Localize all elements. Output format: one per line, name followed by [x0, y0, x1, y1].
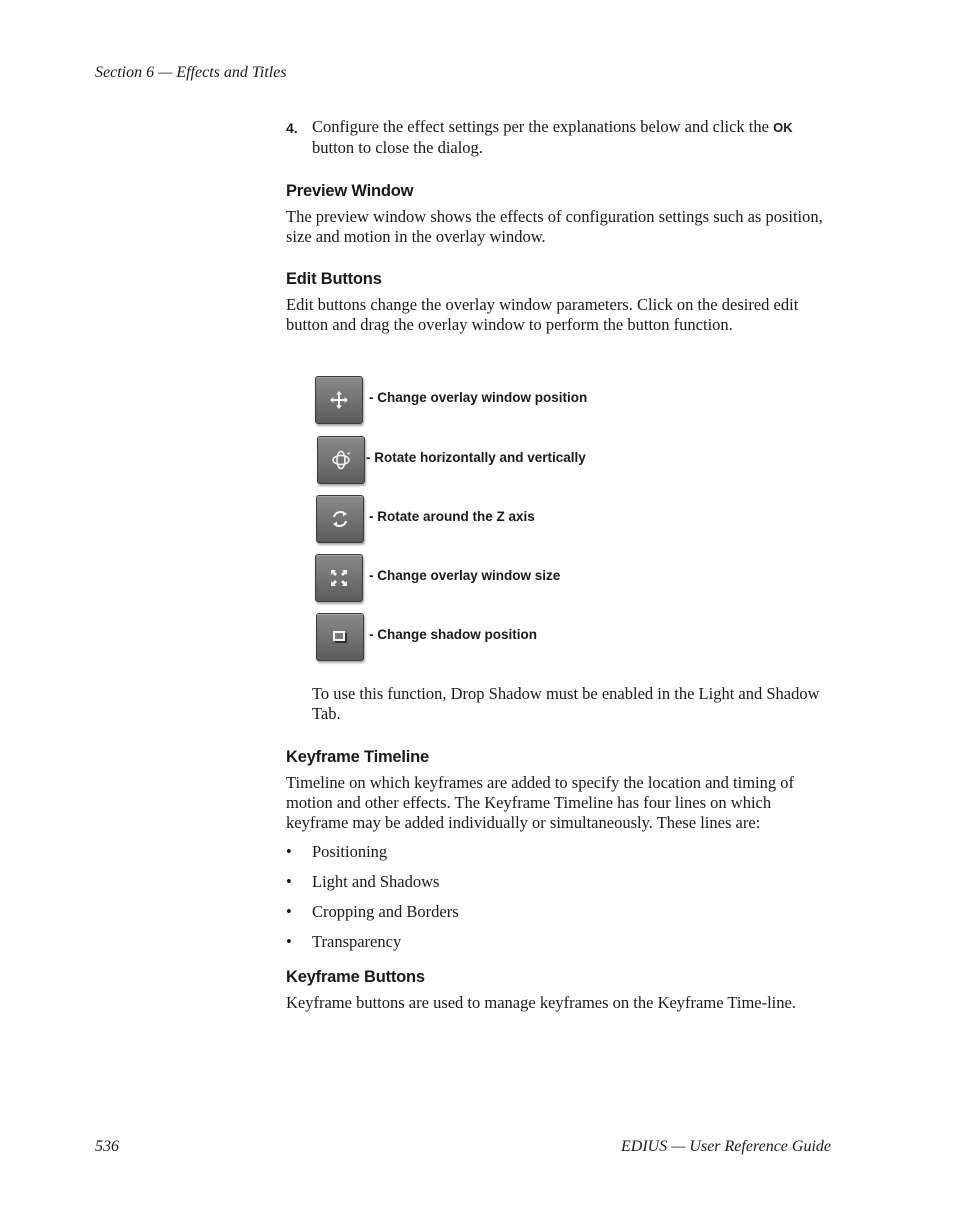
- edit-button-label: - Change overlay window size: [369, 568, 561, 583]
- bullet: •: [286, 932, 292, 951]
- edit-button-label: - Rotate around the Z axis: [369, 509, 535, 524]
- guide-title: EDIUS — User Reference Guide: [620, 1138, 831, 1155]
- list-item-text: Cropping and Borders: [312, 902, 459, 921]
- edit-button-label: - Change overlay window position: [369, 390, 588, 405]
- page-number: 536: [95, 1138, 119, 1155]
- edit-button-label: - Rotate horizontally and vertically: [366, 450, 586, 465]
- keyframe-timeline-body: Timeline on which keyframes are added to specify the location and timing of motion and other effects. The Keyframe Timeline has four lines on which keyframe may be added individually or simultaneously. These lines are:: [286, 773, 795, 832]
- step-text-after: button to close the dialog.: [312, 138, 483, 157]
- edit-button-row-resize: [315, 554, 715, 604]
- bullet: •: [286, 902, 292, 921]
- running-header: Section 6 — Effects and Titles: [95, 64, 287, 81]
- resize-icon: [328, 567, 350, 589]
- list-item: [286, 872, 831, 902]
- rotate-xy-icon: [329, 448, 353, 472]
- rotate-z-icon: [329, 508, 351, 530]
- bullet: •: [286, 872, 292, 891]
- step-text: [312, 117, 793, 158]
- keyframe-buttons-heading: Keyframe Buttons: [286, 968, 425, 986]
- list-item-text: Transparency: [312, 932, 402, 951]
- rotate-xy-button[interactable]: [317, 436, 365, 484]
- rotate-z-button[interactable]: [316, 495, 364, 543]
- bullet: •: [286, 842, 292, 861]
- preview-window-heading: Preview Window: [286, 182, 414, 200]
- keyframe-timeline-heading: Keyframe Timeline: [286, 748, 430, 766]
- preview-window-body: The preview window shows the effects of configuration settings such as position, size and motion in the overlay window.: [286, 207, 823, 246]
- move-arrows-icon: [328, 389, 350, 411]
- edit-button-row-position: [315, 376, 715, 426]
- list-item-text: Light and Shadows: [312, 872, 440, 891]
- resize-button[interactable]: [315, 554, 363, 602]
- lower-content: [286, 684, 831, 1013]
- step-text-before: Configure the effect settings per the explanations below and click the: [312, 117, 774, 136]
- step-number: 4.: [286, 120, 298, 136]
- timeline-lines-list: [286, 842, 831, 962]
- list-item-text: Positioning: [312, 842, 388, 861]
- shadow-button[interactable]: [316, 613, 364, 661]
- keyframe-buttons-body: Keyframe buttons are used to manage keyframes on the Keyframe Time-line.: [286, 993, 796, 1012]
- edit-buttons-heading: Edit Buttons: [286, 270, 382, 288]
- shadow-icon: [329, 626, 351, 648]
- step-4: [286, 117, 831, 158]
- shadow-note: To use this function, Drop Shadow must be enabled in the Light and Shadow Tab.: [312, 684, 820, 723]
- edit-button-row-shadow: [315, 613, 715, 663]
- list-item: [286, 842, 831, 872]
- edit-button-label: - Change shadow position: [369, 627, 537, 642]
- ok-label: OK: [773, 120, 793, 135]
- move-button[interactable]: [315, 376, 363, 424]
- main-content: [286, 117, 831, 335]
- list-item: [286, 902, 831, 932]
- edit-buttons-body: Edit buttons change the overlay window parameters. Click on the desired edit button and drag the overlay window to perform the button function.: [286, 295, 799, 334]
- edit-button-row-rotate-xy: [315, 436, 715, 486]
- list-item: [286, 932, 831, 962]
- edit-button-row-rotate-z: [315, 495, 715, 545]
